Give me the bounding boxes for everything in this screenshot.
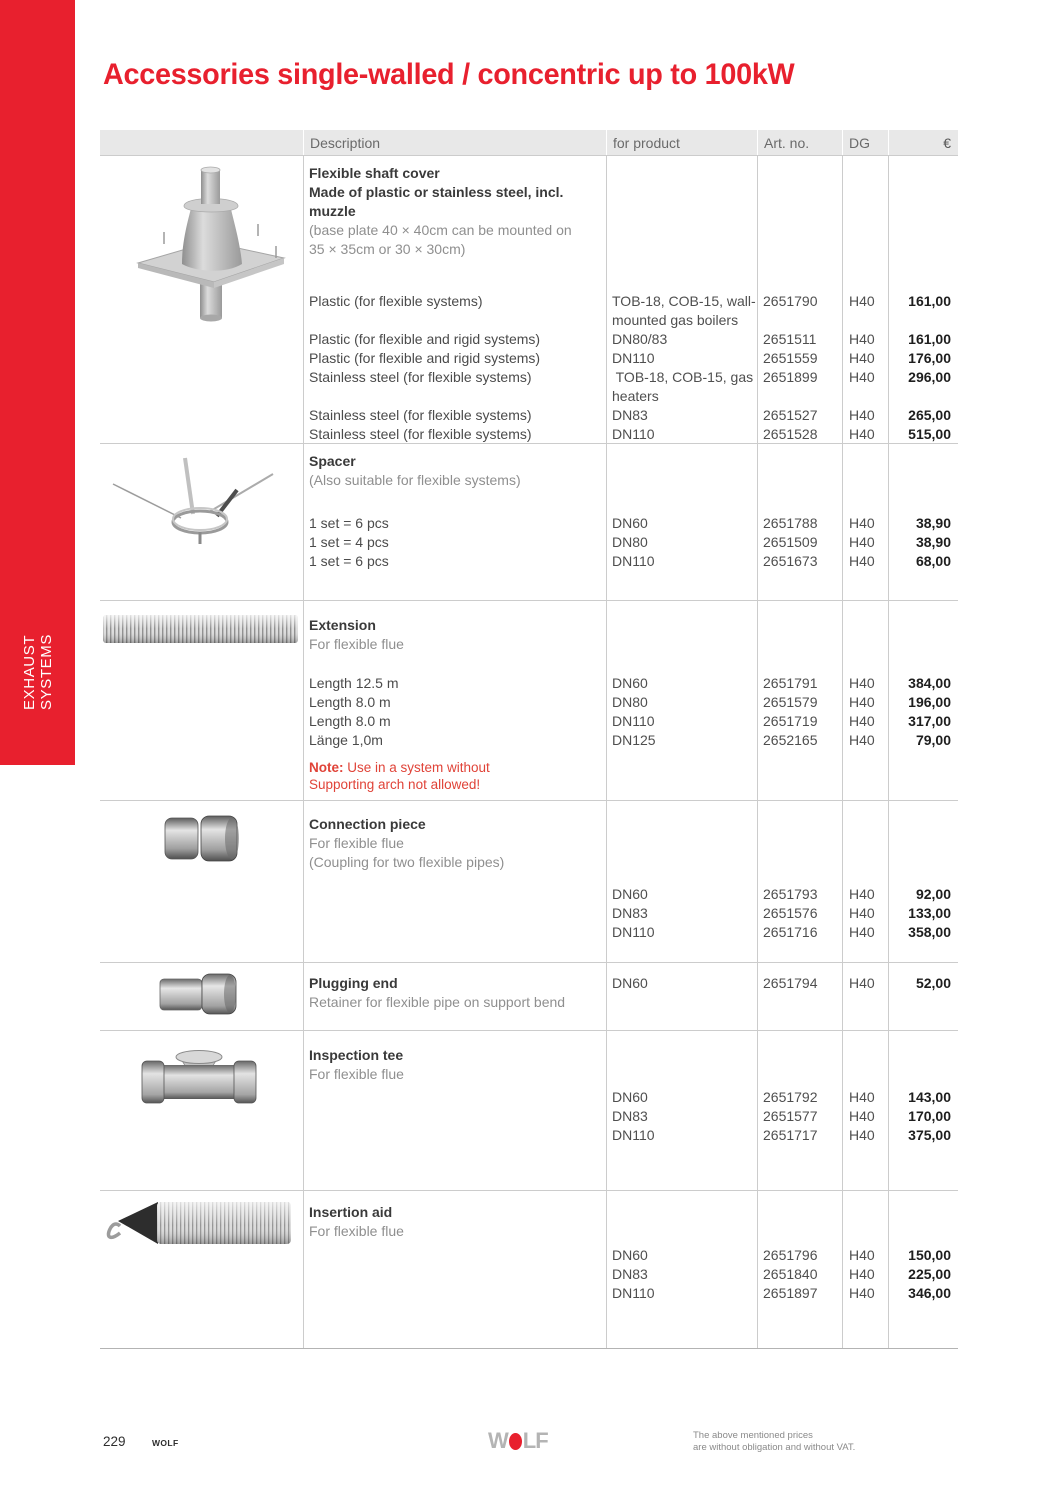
price-cell: 296,00: [908, 369, 951, 385]
description-cell: [303, 1088, 606, 1107]
for-product-cell: heaters: [612, 388, 659, 404]
price-cell: [888, 616, 958, 635]
for-product-cell: TOB-18, COB-15, wall-: [612, 293, 756, 309]
art-no-cell: [757, 1065, 842, 1084]
dg-cell: H40: [849, 426, 875, 442]
price-cell: [888, 635, 958, 654]
price-cell: 265,00: [908, 407, 951, 423]
for-product-cell: [606, 616, 757, 635]
price-cell: 176,00: [908, 350, 951, 366]
dg-cell: H40: [849, 350, 875, 366]
description-cell: Inspection tee: [309, 1047, 404, 1063]
dg-cell: H40: [849, 331, 875, 347]
plugging-end-photo: [158, 971, 240, 1021]
for-product-cell: DN80: [612, 694, 648, 710]
description-cell: 35 × 35cm or 30 × 30cm): [309, 241, 466, 257]
art-no-cell: 2651527: [763, 407, 818, 423]
price-cell: 38,90: [915, 534, 951, 550]
price-cell: 161,00: [908, 293, 951, 309]
art-no-cell: 2651717: [763, 1127, 818, 1143]
section-extension: [100, 600, 958, 800]
price-cell: 358,00: [908, 924, 951, 940]
art-no-cell: 2651579: [763, 694, 818, 710]
for-product-cell: DN83: [612, 407, 648, 423]
for-product-cell: [606, 164, 757, 183]
for-product-cell: [606, 635, 757, 654]
for-product-cell: [606, 853, 757, 872]
item-row: [100, 349, 958, 368]
dg-cell: [842, 164, 888, 183]
price-cell: 161,00: [908, 331, 951, 347]
for-product-cell: DN110: [612, 350, 655, 366]
image-cell: [100, 368, 303, 387]
for-product-cell: DN125: [612, 732, 656, 748]
brand-name: WOLF: [152, 1438, 179, 1448]
description-cell: For flexible flue: [309, 1223, 404, 1239]
art-no-cell: 2651511: [763, 331, 817, 347]
description-cell: Insertion aid: [309, 1204, 393, 1220]
price-cell: 150,00: [908, 1247, 951, 1263]
section-spacer: [100, 443, 958, 600]
for-product-cell: DN60: [612, 1247, 648, 1263]
item-row: [100, 693, 958, 712]
description-cell: Length 12.5 m: [309, 675, 399, 691]
description-cell: [303, 885, 606, 904]
price-cell: 515,00: [908, 426, 951, 442]
art-no-cell: 2652165: [763, 732, 818, 748]
dg-cell: [842, 1222, 888, 1241]
art-no-cell: [757, 815, 842, 834]
art-no-cell: 2651793: [763, 886, 818, 902]
dg-cell: H40: [849, 1266, 875, 1282]
for-product-cell: DN110: [612, 924, 655, 940]
art-no-cell: 2651719: [763, 713, 818, 729]
description-cell: [303, 1126, 606, 1145]
description-cell: Length 8.0 m: [309, 694, 391, 710]
dg-cell: [842, 853, 888, 872]
image-cell: [100, 406, 303, 425]
art-no-cell: 2651716: [763, 924, 818, 940]
art-no-cell: [757, 616, 842, 635]
dg-cell: [842, 1203, 888, 1222]
page-number: 229: [103, 1434, 126, 1449]
description-cell: [303, 1107, 606, 1126]
description-cell: [303, 1246, 606, 1265]
header-for-product: for product: [606, 130, 757, 155]
image-cell: [100, 885, 303, 904]
price-cell: [888, 311, 958, 330]
section-plugging-end: [100, 962, 958, 1030]
dg-cell: [842, 471, 888, 490]
warning-note-line: Note: Use in a system without: [309, 760, 490, 775]
description-cell: Length 8.0 m: [309, 713, 391, 729]
art-no-cell: [757, 471, 842, 490]
page-title: Accessories single-walled / concentric up to 100kW: [103, 58, 795, 91]
description-cell: 1 set = 6 pcs: [309, 515, 389, 531]
dg-cell: [842, 635, 888, 654]
dg-cell: [842, 311, 888, 330]
description-cell: (Also suitable for flexible systems): [309, 472, 521, 488]
wolf-logo: [488, 1428, 548, 1454]
item-row: [100, 731, 958, 750]
dg-cell: H40: [849, 1127, 875, 1143]
sidebar-label-wrap: [3, 634, 73, 710]
dg-cell: [842, 616, 888, 635]
description-cell: Plastic (for flexible systems): [309, 293, 483, 309]
description-cell: [303, 904, 606, 923]
price-cell: [888, 240, 958, 259]
price-cell: 143,00: [908, 1089, 951, 1105]
price-cell: 133,00: [908, 905, 951, 921]
price-cell: [888, 1046, 958, 1065]
for-product-cell: [606, 1222, 757, 1241]
dg-cell: H40: [849, 1285, 875, 1301]
art-no-cell: 2651577: [763, 1108, 818, 1124]
for-product-cell: [606, 1065, 757, 1084]
table-body: [100, 155, 958, 1349]
for-product-cell: [606, 202, 757, 221]
image-cell: [100, 387, 303, 406]
dg-cell: H40: [849, 1108, 875, 1124]
price-cell: [888, 221, 958, 240]
dg-cell: H40: [849, 905, 875, 921]
art-no-cell: [757, 853, 842, 872]
disclaimer-line1: The above mentioned prices: [693, 1430, 813, 1441]
art-no-cell: 2651576: [763, 905, 818, 921]
price-cell: 170,00: [908, 1108, 951, 1124]
sidebar-label-line1: EXHAUST: [21, 634, 39, 710]
header-art-no: Art. no.: [757, 130, 842, 155]
dg-cell: H40: [849, 732, 875, 748]
description-cell: Extension: [309, 617, 376, 633]
for-product-cell: [606, 240, 757, 259]
image-cell: [100, 330, 303, 349]
dg-cell: H40: [849, 534, 875, 550]
price-cell: 68,00: [915, 553, 951, 569]
art-no-cell: 2651796: [763, 1247, 818, 1263]
for-product-cell: DN83: [612, 1266, 648, 1282]
dg-cell: [842, 240, 888, 259]
dg-cell: H40: [849, 1089, 875, 1105]
price-cell: 384,00: [908, 675, 951, 691]
dg-cell: H40: [849, 694, 875, 710]
item-row: [100, 1265, 958, 1284]
art-no-cell: [757, 1222, 842, 1241]
description-cell: Made of plastic or stainless steel, incl.: [309, 184, 564, 200]
dg-cell: H40: [849, 293, 875, 309]
art-no-cell: [757, 387, 842, 406]
dg-cell: [842, 815, 888, 834]
description-cell: Stainless steel (for flexible systems): [309, 369, 532, 385]
for-product-cell: DN60: [612, 515, 648, 531]
image-cell: [100, 674, 303, 693]
description-cell: [303, 923, 606, 942]
for-product-cell: DN83: [612, 1108, 648, 1124]
art-no-cell: [757, 993, 842, 1012]
description-cell: Flexible shaft cover: [309, 165, 440, 181]
dg-cell: H40: [849, 924, 875, 940]
art-no-cell: [757, 635, 842, 654]
wolf-logo-w: W: [488, 1428, 508, 1453]
for-product-cell: DN60: [612, 886, 648, 902]
art-no-cell: 2651788: [763, 515, 818, 531]
price-cell: 317,00: [908, 713, 951, 729]
price-cell: [888, 183, 958, 202]
for-product-cell: [606, 834, 757, 853]
dg-cell: H40: [849, 369, 875, 385]
art-no-cell: 2651559: [763, 350, 818, 366]
art-no-cell: [757, 1046, 842, 1065]
description-cell: Stainless steel (for flexible systems): [309, 407, 532, 423]
description-cell: Spacer: [309, 453, 356, 469]
dg-cell: H40: [849, 407, 875, 423]
warning-note-line: Supporting arch not allowed!: [309, 777, 481, 792]
dg-cell: [842, 183, 888, 202]
header-image-col: [100, 130, 303, 155]
dg-cell: H40: [849, 975, 875, 991]
for-product-cell: [606, 815, 757, 834]
image-cell: [100, 731, 303, 750]
art-no-cell: [757, 183, 842, 202]
price-cell: [888, 164, 958, 183]
sidebar-label-line2: SYSTEMS: [38, 634, 56, 710]
section-inspection-tee: [100, 1030, 958, 1190]
description-cell: Plastic (for flexible and rigid systems): [309, 331, 541, 347]
art-no-cell: [757, 221, 842, 240]
price-table: [100, 130, 958, 1349]
item-row: [100, 368, 958, 387]
price-cell: 52,00: [915, 975, 951, 991]
price-cell: [888, 1065, 958, 1084]
for-product-cell: DN80/83: [612, 331, 668, 347]
dg-cell: [842, 993, 888, 1012]
dg-cell: [842, 202, 888, 221]
price-cell: 79,00: [915, 732, 951, 748]
item-row: [100, 1284, 958, 1303]
image-cell: [100, 349, 303, 368]
image-cell: [100, 1265, 303, 1284]
sidebar-section-label: [21, 634, 55, 710]
for-product-cell: DN60: [612, 1089, 648, 1105]
wolf-logo-lf: LF: [522, 1428, 548, 1453]
item-row: [100, 387, 958, 406]
art-no-cell: 2651509: [763, 534, 818, 550]
description-cell: muzzle: [309, 203, 356, 219]
price-cell: [888, 1203, 958, 1222]
item-row: [100, 885, 958, 904]
for-product-cell: TOB-18, COB-15, gas: [612, 369, 754, 385]
description-cell: [303, 1284, 606, 1303]
connection-piece-photo: [162, 811, 242, 871]
for-product-cell: mounted gas boilers: [612, 312, 739, 328]
price-cell: 196,00: [908, 694, 951, 710]
art-no-cell: 2651791: [763, 675, 818, 691]
dg-cell: [842, 834, 888, 853]
description-cell: Retainer for flexible pipe on support bend: [309, 994, 566, 1010]
art-no-cell: 2651790: [763, 293, 818, 309]
disclaimer-line2: are without obligation and without VAT.: [693, 1442, 856, 1453]
art-no-cell: 2651897: [763, 1285, 818, 1301]
spacer-photo: [105, 452, 300, 592]
price-cell: 346,00: [908, 1285, 951, 1301]
description-cell: [303, 1265, 606, 1284]
section-flexible-shaft-cover: [100, 155, 958, 443]
price-cell: [888, 1222, 958, 1241]
item-row: [100, 923, 958, 942]
art-no-cell: 2651673: [763, 553, 818, 569]
for-product-cell: DN60: [612, 975, 648, 991]
description-cell: (Coupling for two flexible pipes): [309, 854, 505, 870]
image-cell: [100, 425, 303, 444]
art-no-cell: 2651792: [763, 1089, 818, 1105]
art-no-cell: [757, 452, 842, 471]
art-no-cell: [757, 834, 842, 853]
image-cell: [100, 904, 303, 923]
description-cell: [303, 311, 606, 330]
image-cell: [100, 712, 303, 731]
image-cell: [100, 923, 303, 942]
dg-cell: H40: [849, 713, 875, 729]
dg-cell: H40: [849, 886, 875, 902]
dg-cell: H40: [849, 515, 875, 531]
for-product-cell: [606, 221, 757, 240]
item-row: [100, 674, 958, 693]
dg-cell: H40: [849, 675, 875, 691]
art-no-cell: 2651899: [763, 369, 818, 385]
header-dg: DG: [842, 130, 888, 155]
description-cell: Plastic (for flexible and rigid systems): [309, 350, 541, 366]
dg-cell: H40: [849, 553, 875, 569]
section-connection-piece: [100, 800, 958, 962]
dg-cell: [842, 1065, 888, 1084]
price-cell: [888, 452, 958, 471]
for-product-cell: DN60: [612, 675, 648, 691]
for-product-cell: DN80: [612, 534, 648, 550]
description-cell: Länge 1,0m: [309, 732, 383, 748]
for-product-cell: DN83: [612, 905, 648, 921]
for-product-cell: [606, 452, 757, 471]
for-product-cell: [606, 1203, 757, 1222]
dg-cell: [842, 1046, 888, 1065]
description-cell: 1 set = 6 pcs: [309, 553, 389, 569]
table-header: [100, 130, 958, 155]
for-product-cell: DN110: [612, 1285, 655, 1301]
disclaimer: [693, 1430, 855, 1454]
dg-cell: [842, 221, 888, 240]
description-cell: Connection piece: [309, 816, 426, 832]
for-product-cell: DN110: [612, 553, 655, 569]
flexible-shaft-cover-photo: [130, 160, 290, 331]
item-row: [100, 406, 958, 425]
art-no-cell: [757, 202, 842, 221]
art-no-cell: [757, 240, 842, 259]
dg-cell: H40: [849, 1247, 875, 1263]
description-cell: Stainless steel (for flexible systems): [309, 426, 532, 442]
for-product-cell: DN110: [612, 713, 655, 729]
for-product-cell: [606, 471, 757, 490]
inspection-tee-photo: [140, 1037, 258, 1114]
price-cell: 225,00: [908, 1266, 951, 1282]
item-row: [100, 904, 958, 923]
for-product-cell: [606, 1046, 757, 1065]
price-cell: 375,00: [908, 1127, 951, 1143]
wolf-logo-o-icon: [509, 1433, 522, 1450]
price-cell: [888, 387, 958, 406]
price-cell: 38,90: [915, 515, 951, 531]
price-cell: [888, 993, 958, 1012]
art-no-cell: [757, 164, 842, 183]
price-cell: [888, 815, 958, 834]
description-cell: For flexible flue: [309, 835, 404, 851]
description-cell: For flexible flue: [309, 1066, 404, 1082]
red-sidebar: [0, 0, 75, 765]
dg-cell: [842, 387, 888, 406]
header-description: Description: [303, 130, 606, 155]
insertion-aid-photo: [104, 1197, 296, 1254]
for-product-cell: [606, 183, 757, 202]
header-euro: €: [888, 130, 958, 155]
item-row: [100, 425, 958, 444]
for-product-cell: [606, 993, 757, 1012]
item-row: [100, 1126, 958, 1145]
price-cell: [888, 834, 958, 853]
section-insertion-aid: [100, 1190, 958, 1348]
for-product-cell: DN110: [612, 1127, 655, 1143]
art-no-cell: 2651528: [763, 426, 818, 442]
description-cell: 1 set = 4 pcs: [309, 534, 389, 550]
price-cell: 92,00: [915, 886, 951, 902]
description-cell: Plugging end: [309, 975, 398, 991]
description-cell: [303, 387, 606, 406]
dg-cell: [842, 452, 888, 471]
description-cell: For flexible flue: [309, 636, 404, 652]
art-no-cell: 2651794: [763, 975, 818, 991]
art-no-cell: [757, 311, 842, 330]
flexible-extension-pipe-photo: [102, 614, 299, 649]
art-no-cell: 2651840: [763, 1266, 818, 1282]
image-cell: [100, 1126, 303, 1145]
price-cell: [888, 202, 958, 221]
item-row: [100, 330, 958, 349]
image-cell: [100, 693, 303, 712]
for-product-cell: DN110: [612, 426, 655, 442]
art-no-cell: [757, 1203, 842, 1222]
image-cell: [100, 1284, 303, 1303]
price-cell: [888, 471, 958, 490]
warning-note: [309, 759, 490, 793]
item-row: [100, 712, 958, 731]
description-cell: (base plate 40 × 40cm can be mounted on: [309, 222, 572, 238]
price-cell: [888, 853, 958, 872]
